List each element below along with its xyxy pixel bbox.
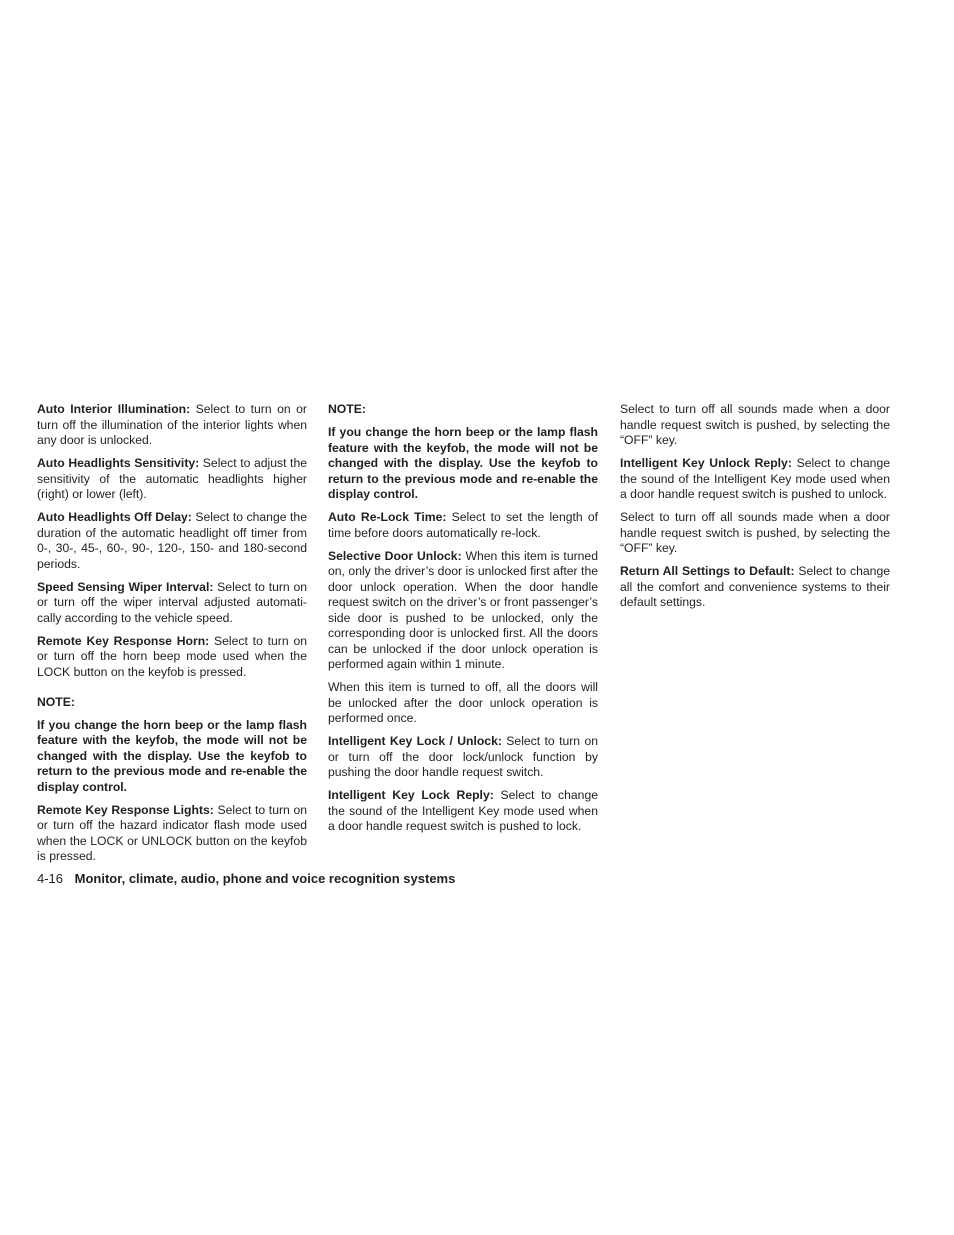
- setting-term: Intelligent Key Unlock Reply:: [620, 456, 792, 470]
- setting-term: Intelligent Key Lock / Unlock:: [328, 734, 502, 748]
- setting-description: Select to change the sound of the Intelligent Key mode used when a door handle request switch is pushed to lock.: [328, 788, 598, 833]
- setting-remote-key-response-horn: [37, 634, 307, 681]
- setting-description: Select to change the sound of the Intelligent Key mode used when a door handle request switch is pushed to unlock.: [620, 456, 890, 501]
- paragraph-text: Select to turn off all sounds made when a door handle request switch is pushed, by selecting the “OFF” key.: [620, 402, 890, 447]
- right-column: [620, 402, 890, 618]
- note-body: If you change the horn beep or the lamp flash feature with the keyfob, the mode will not be changed with the display. Use the keyfob to return to the previous mode and re-enable the display control.: [328, 425, 598, 501]
- setting-description: Select to turn on or turn off the horn beep mode used when the LOCK button on the keyfob is pressed.: [37, 633, 308, 679]
- setting-term: Remote Key Response Horn:: [37, 633, 210, 648]
- setting-auto-re-lock-time: [328, 510, 598, 541]
- setting-term: Auto Re-Lock Time:: [328, 510, 447, 524]
- middle-column: [328, 402, 598, 842]
- page-number: 4-16: [37, 871, 64, 886]
- setting-term: Auto Interior Illumination:: [37, 402, 191, 416]
- note-body: If you change the horn beep or the lamp flash feature with the keyfob, the mode will not be changed with the display. Use the keyfob to return to the previous mode and re-enable the display control.: [37, 717, 307, 794]
- note-heading: NOTE:: [328, 402, 366, 416]
- paragraph-unlock-reply-off: [620, 510, 890, 557]
- paragraph-selective-door-unlock-off: [328, 680, 598, 727]
- section-title: Monitor, climate, audio, phone and voice recognition systems: [74, 871, 456, 886]
- setting-term: Auto Headlights Off Delay:: [37, 510, 192, 524]
- setting-description: Select to turn on or turn off the door lock/unlock function by pushing the door handle request switch.: [328, 734, 598, 779]
- page-footer: [37, 871, 455, 887]
- setting-description: Select to change all the comfort and convenience systems to their default settings.: [620, 564, 890, 609]
- setting-description: Select to turn on or turn off the illumination of the interior lights when any door is unlocked.: [37, 402, 307, 447]
- setting-term: Speed Sensing Wiper Interval:: [37, 579, 214, 594]
- paragraph-lock-reply-off: [620, 402, 890, 449]
- setting-intelligent-key-unlock-reply: [620, 456, 890, 503]
- setting-intelligent-key-lock-unlock: [328, 734, 598, 781]
- setting-term: Auto Headlights Sensitivity:: [37, 456, 200, 470]
- note-heading: NOTE:: [37, 694, 75, 709]
- left-column: [37, 402, 307, 872]
- setting-remote-key-response-lights: [37, 803, 307, 865]
- setting-auto-interior-illumination: [37, 402, 307, 449]
- paragraph-text: When this item is turned to off, all the doors will be unlocked after the door unlock operation is performed once.: [328, 680, 598, 725]
- setting-term: Return All Settings to Default:: [620, 564, 795, 578]
- setting-speed-sensing-wiper-interval: [37, 580, 307, 627]
- setting-description: When this item is turned on, only the driver’s door is unlocked first after the door unlock operation. When the door handle request switch on the driver’s or front passenger’s side door is pushed to be unlocked, only the corresponding door is unlocked first. All the doors can be unlocked if the door unlock operation is performed again within 1 minute.: [328, 548, 598, 671]
- setting-term: Remote Key Response Lights:: [37, 802, 214, 817]
- setting-description: Select to turn on or turn off the wiper interval adjusted automati-cally according to the vehicle speed.: [37, 579, 308, 625]
- setting-selective-door-unlock: [328, 549, 598, 673]
- setting-return-all-settings-to-default: [620, 564, 890, 611]
- setting-description: Select to change the duration of the automatic headlight off timer from 0-, 30-, 45-, 60-, 90-, 120-, 150- and 180-second periods.: [37, 510, 307, 571]
- setting-auto-headlights-sensitivity: [37, 456, 307, 503]
- spacer: [37, 688, 307, 695]
- setting-description: Select to adjust the sensitivity of the automatic headlights higher (right) or lower (left).: [37, 456, 308, 501]
- setting-term: Selective Door Unlock:: [328, 548, 462, 563]
- setting-auto-headlights-off-delay: [37, 510, 307, 572]
- setting-term: Intelligent Key Lock Reply:: [328, 788, 494, 802]
- setting-description: Select to turn on or turn off the hazard indicator flash mode used when the LOCK or UNLOCK button on the keyfob is pressed.: [37, 802, 307, 863]
- setting-intelligent-key-lock-reply: [328, 788, 598, 835]
- setting-description: Select to set the length of time before doors automatically re-lock.: [328, 510, 598, 540]
- paragraph-text: Select to turn off all sounds made when a door handle request switch is pushed, by selecting the “OFF” key.: [620, 510, 890, 555]
